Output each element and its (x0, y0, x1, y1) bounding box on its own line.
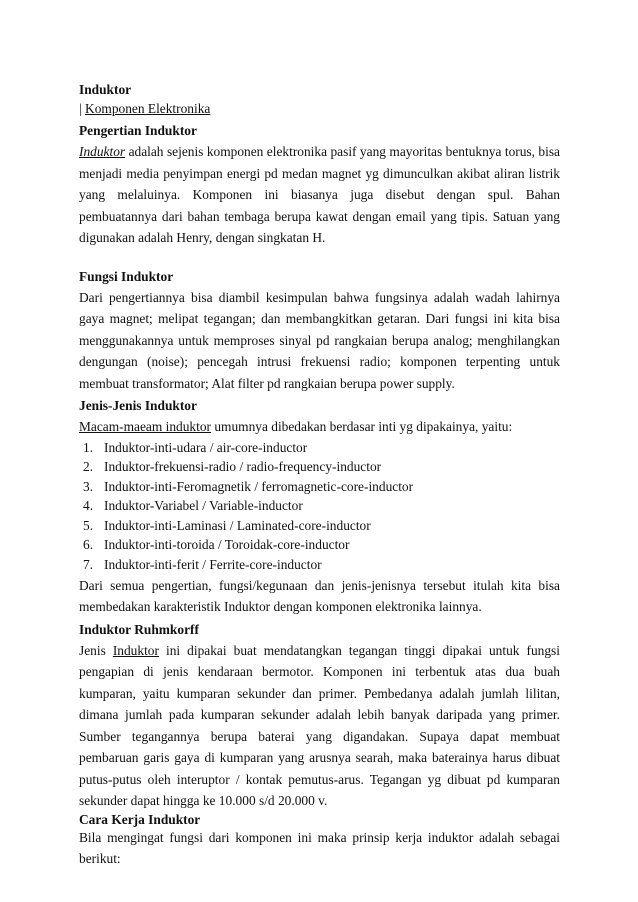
paragraph-fungsi: Dari pengertiannya bisa diambil kesimpulan bahwa fungsinya adalah wadah lahirnya gaya magnet; melipat tegangan; dan membangkitkan getaran. Dari fungsi ini kita bisa menggunakannya untuk memproses sinyal pd rangkaian berupa analog; menghilangkan dengungan (noise); pencegah intrusi frekuensi radio; komponen terpenting untuk membuat transformator; Alat filter pd rangkaian berupa power supply. (79, 289, 560, 391)
paragraph-ruhmkorff (79, 640, 560, 812)
section-heading-cara-kerja: Cara Kerja Induktor (79, 811, 201, 827)
list-text: Induktor-inti-ferit / Ferrite-core-inductor (104, 557, 322, 573)
paragraph-text: adalah sejenis komponen elektronika pasif yang mayoritas bentuknya torus, bisa menjadi media penyimpan energi pd medan magnet yg dimunculkan akibat aliran listrik yang melaluinya. Komponen ini biasanya juga disebut dengan spul. Bahan pembuatannya dari bahan tembaga berupa kawat dengan email yang tipis. Satuan yang digunakan adalah Henry, dengan singkatan H. (79, 144, 560, 245)
paragraph-text: umumnya dibedakan berdasar inti yg dipakainya, yaitu: (211, 419, 513, 434)
list-text: Induktor-inti-toroida / Toroidak-core-inductor (104, 537, 350, 553)
induktor-link-ruhmkorff[interactable]: Induktor (112, 642, 159, 658)
category-line (79, 99, 560, 118)
list-text: Induktor-inti-udara / air-core-inductor (104, 439, 308, 455)
induktor-link[interactable]: Induktor (79, 144, 126, 159)
section-heading-pengertian: Pengertian Induktor (79, 123, 197, 138)
list-item (83, 438, 560, 458)
list-item (83, 496, 560, 516)
jenis-list (79, 438, 560, 575)
section-heading-jenis: Jenis-Jenis Induktor (79, 398, 197, 413)
list-number: 5. (83, 517, 94, 533)
list-text: Induktor-Variabel / Variable-inductor (104, 498, 303, 514)
list-item (83, 535, 560, 555)
list-item (83, 555, 560, 575)
section-heading-ruhmkorff: Induktor Ruhmkorff (79, 621, 199, 637)
paragraph-jenis-intro (79, 416, 560, 438)
list-item (83, 457, 560, 477)
list-number: 1. (83, 439, 94, 455)
paragraph-cara-kerja: Bila mengingat fungsi dari komponen ini maka prinsip kerja induktor adalah sebagai berikut: (79, 829, 560, 867)
paragraph-jenis-closing: Dari semua pengertian, fungsi/kegunaan dan jenis-jenisnya tersebut itulah kita bisa membedakan karakteristik Induktor dengan komponen elektronika lainnya. (79, 577, 560, 615)
category-link[interactable]: Komponen Elektronika (85, 101, 211, 116)
list-number: 2. (83, 459, 94, 475)
list-text: Induktor-inti-Laminasi / Laminated-core-inductor (104, 517, 371, 533)
list-item (83, 477, 560, 497)
list-number: 6. (83, 537, 94, 553)
macam-induktor-link[interactable]: Macam-maeam induktor (79, 419, 211, 434)
section-heading-fungsi: Fungsi Induktor (79, 268, 174, 284)
separator: | (79, 101, 86, 116)
document-page (79, 80, 560, 870)
list-text: Induktor-frekuensi-radio / radio-frequency-inductor (104, 459, 382, 475)
paragraph-text: Jenis (79, 642, 113, 658)
list-item (83, 516, 560, 536)
list-text: Induktor-inti-Feromagnetik / ferromagnetic-core-inductor (104, 478, 414, 494)
paragraph-pengertian (79, 141, 560, 249)
spacer (79, 249, 560, 267)
paragraph-text: ini dipakai buat mendatangkan tegangan tinggi dipakai untuk fungsi pengapian di jenis kendaraan bermotor. Komponen ini terbentuk atas dua buah kumparan, yaitu kumparan sekunder dan primer. Pembedanya adalah jumlah lilitan, dimana jumlah pada kumparan sekunder adalah lebih banyak daripada yang primer. Sumber tegangannya berupa baterai yang digandakan. Supaya dapat membuat pembaruan garis gaya di kumparan yang arusnya searah, maka baterainya harus dibuat putus-putus oleh interuptor / kontak pemutus-arus. Tegangan yg dibuat pd kumparan sekunder dapat hingga ke 10.000 s/d 20.000 v. (79, 642, 560, 809)
list-number: 7. (83, 557, 94, 573)
list-number: 3. (83, 478, 94, 494)
page-title: Induktor (79, 82, 132, 97)
list-number: 4. (83, 498, 94, 514)
